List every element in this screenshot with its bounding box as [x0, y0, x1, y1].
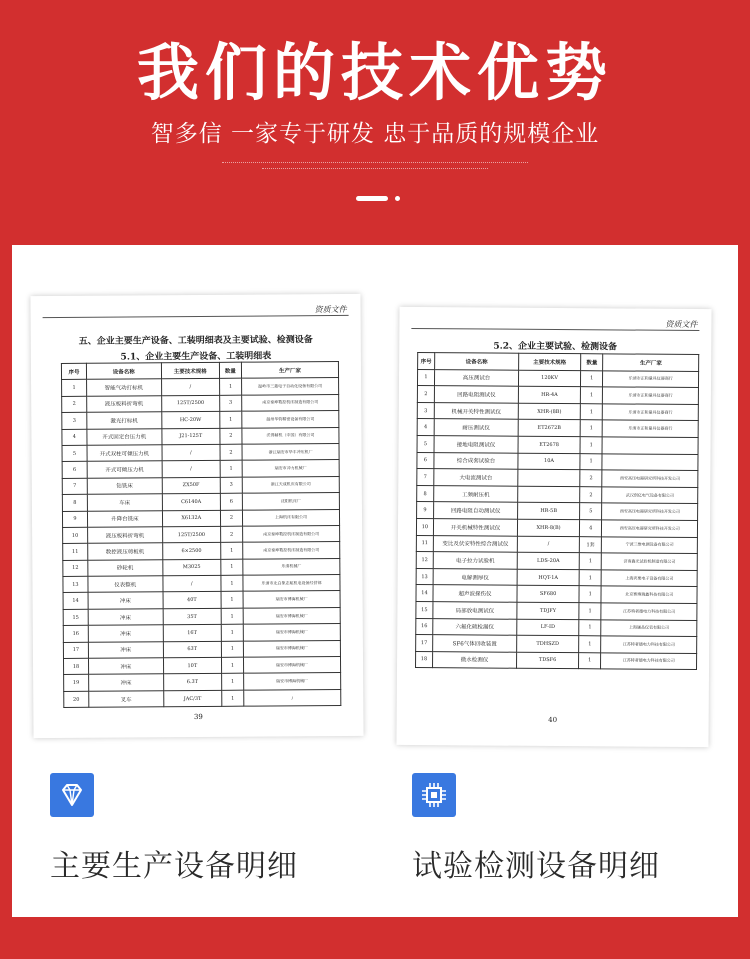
table-cell: J21-125T	[162, 428, 220, 445]
table-cell: 局部放电测试仪	[433, 602, 517, 619]
document-page-production	[30, 294, 363, 738]
column-header: 生产厂家	[241, 362, 338, 379]
table-cell	[518, 469, 580, 486]
table-cell: 大电流测试台	[434, 469, 518, 486]
table-cell: 120KV	[519, 370, 581, 387]
table-cell: 开式双柱可倾压力机	[87, 445, 162, 462]
table-cell: 8	[417, 485, 434, 502]
table-cell: 瑞安市博海机械厂	[243, 640, 340, 657]
table-cell: 63T	[163, 641, 221, 658]
feature-testing-equipment	[412, 773, 732, 893]
table-cell: 高压测试台	[434, 369, 518, 386]
chip-icon	[412, 773, 456, 817]
table-cell: 2	[580, 470, 603, 487]
table-cell: SF680	[517, 586, 579, 603]
table-row	[416, 552, 697, 571]
table-cell: 3	[220, 395, 242, 412]
document-page-testing	[396, 307, 711, 747]
table-cell: 济南鑫光试验机制造有限公司	[602, 553, 698, 570]
table-cell: 开关机械特性测试仪	[433, 519, 517, 536]
table-cell: 乐清市正和量具仪器商行	[603, 370, 699, 387]
column-header: 设备名称	[86, 363, 161, 380]
table-cell: HC-20W	[161, 412, 219, 429]
table-cell: 10	[416, 518, 433, 535]
table-cell: 西安高压电器研究所科技开发公司	[602, 470, 698, 487]
table-cell: 冲床	[88, 609, 163, 626]
table-cell: 1	[221, 592, 243, 609]
table-cell: 20	[64, 691, 89, 708]
table-cell: 1	[221, 674, 243, 691]
table-cell: 机械开关特性测试仪	[434, 402, 518, 419]
table-row	[64, 689, 341, 707]
column-header: 序号	[418, 353, 435, 370]
table-row	[417, 469, 698, 488]
table-cell: 6	[220, 493, 242, 510]
table-cell: 1	[221, 542, 243, 559]
table-cell: 工频耐压机	[434, 485, 518, 502]
table-cell: 15	[416, 601, 433, 618]
table-row	[417, 386, 698, 405]
table-row	[417, 485, 698, 504]
table-cell: 6×2500	[162, 543, 220, 560]
table-cell: 回路电阻自动测试仪	[433, 502, 517, 519]
column-header: 设备名称	[434, 353, 518, 370]
table-cell: 上海谦品仪表有限公司	[601, 619, 697, 636]
table-cell: 1	[222, 690, 244, 707]
table-cell: XHR-8(B)	[518, 519, 580, 536]
table-cell: /	[161, 379, 219, 396]
table-cell: 18	[63, 658, 88, 675]
table-cell: 6	[62, 462, 87, 479]
table-row	[63, 575, 340, 593]
table-row	[64, 673, 341, 691]
table-cell: 5	[62, 445, 87, 462]
table-cell: 乐清市正和量具仪器商行	[603, 420, 699, 437]
table-row	[416, 535, 697, 554]
table-row	[63, 640, 340, 658]
page-number: 39	[193, 712, 203, 722]
table-cell: 2	[220, 510, 242, 527]
table-cell: 1	[578, 652, 601, 669]
table-cell: 冲床	[88, 658, 163, 675]
table-cell: 叉车	[89, 691, 164, 708]
table-cell: 激光打标机	[87, 412, 162, 429]
table-cell: 开式可倾压力机	[87, 461, 162, 478]
table-cell: 浙江天成机床有限公司	[242, 476, 339, 493]
table-cell: 1	[580, 453, 603, 470]
column-header: 主要技术规格	[519, 353, 581, 370]
table-row	[62, 411, 339, 429]
table-cell: /	[163, 575, 221, 592]
table-cell: 4	[579, 520, 602, 537]
doc-title: 5.2、企业主要试验、检测设备	[493, 341, 618, 353]
table-cell: 六氟化硫检漏仪	[433, 618, 517, 635]
table-cell: 乐清机械厂	[243, 558, 340, 575]
table-cell: 125T/2500	[161, 395, 219, 412]
table-cell: 1	[580, 370, 603, 387]
table-row	[62, 509, 339, 527]
table-row	[63, 558, 340, 576]
table-row	[417, 436, 698, 455]
table-cell: /	[162, 444, 220, 461]
table-cell: 沃得精机（中国）有限公司	[242, 427, 339, 444]
pager-bar	[356, 196, 388, 201]
table-cell: 升降台铣床	[87, 510, 162, 527]
table-row	[62, 493, 339, 511]
table-cell: 接地电阻测试仪	[434, 436, 518, 453]
table-cell: 2	[220, 444, 242, 461]
table-cell: HR-4A	[519, 386, 581, 403]
doc-header-label: 资质文件	[314, 304, 347, 315]
pager-dot	[395, 196, 400, 201]
diamond-icon	[50, 773, 94, 817]
table-cell: 冲床	[89, 674, 164, 691]
table-cell: 4	[417, 419, 434, 436]
table-cell: 1	[221, 624, 243, 641]
table-cell: 仪表整机	[88, 576, 163, 593]
table-cell: 电解测厚仪	[433, 568, 517, 585]
table-cell: 瑞安市博海机械厂	[243, 624, 340, 641]
table-cell: 钻铣床	[87, 477, 162, 494]
table-cell: 13	[63, 576, 88, 593]
table-cell: 9	[417, 502, 434, 519]
table-cell: 上海宾栗电子设备有限公司	[602, 570, 698, 587]
table-cell: 数控液压剪板机	[88, 543, 163, 560]
table-cell: 1	[580, 403, 603, 420]
table-cell: 冲床	[88, 641, 163, 658]
table-row	[417, 369, 698, 388]
table-cell: 15	[63, 609, 88, 626]
table-cell: 1套	[579, 536, 602, 553]
table-cell: 2	[417, 386, 434, 403]
table-cell: 10T	[163, 657, 221, 674]
table-cell: 35T	[163, 608, 221, 625]
table-cell: 1	[62, 380, 87, 397]
table-row	[417, 402, 698, 421]
table-cell: 1	[580, 387, 603, 404]
table-cell: 开式固定台压力机	[87, 428, 162, 445]
table-cell: 1	[221, 608, 243, 625]
table-row	[62, 378, 339, 396]
table-row	[63, 525, 340, 543]
table-row	[417, 419, 698, 438]
page-number: 40	[548, 715, 558, 725]
table-cell: 综合成套试验台	[434, 452, 518, 469]
table-cell: 6	[417, 452, 434, 469]
table-cell: 1	[220, 411, 242, 428]
table-cell: 10A	[518, 453, 580, 470]
table-cell: JAC/3T	[163, 690, 221, 707]
table-cell: 16	[63, 626, 88, 643]
table-cell: 瑞安市博海机械厂	[244, 657, 341, 674]
table-row	[63, 624, 340, 642]
table-cell: 9	[62, 511, 87, 528]
table-cell: 智能气动打标机	[86, 379, 161, 396]
table-row	[416, 651, 697, 670]
table-row	[63, 607, 340, 625]
table-cell: 江苏特者德电力科技有限公司	[601, 653, 697, 670]
content-panel	[12, 245, 738, 917]
table-cell: 1	[579, 603, 602, 620]
table-cell: 10	[63, 527, 88, 544]
table-cell: 砂轮机	[88, 559, 163, 576]
table-cell: 1	[220, 461, 242, 478]
table-cell: 2	[220, 428, 242, 445]
doc-title: 五、企业主要生产设备、工装明细表及主要试验、检测设备	[78, 335, 313, 347]
table-cell: 变比及伏安特性综合测试仪	[433, 535, 517, 552]
table-cell: 3	[62, 412, 87, 429]
table-cell: 14	[416, 585, 433, 602]
feature-label: 试验检测设备明细	[412, 849, 660, 884]
dotted-divider	[262, 168, 488, 169]
table-cell: 回路电阻测试仪	[434, 386, 518, 403]
header-banner	[0, 0, 750, 245]
table-cell: 车床	[87, 494, 162, 511]
table-cell	[602, 437, 698, 454]
table-cell: 11	[63, 544, 88, 561]
table-cell: 西安高压电器研究所科技开发公司	[602, 503, 698, 520]
table-cell: 温岭市三菱电子自动化设备有限公司	[242, 378, 339, 395]
table-cell: 2	[580, 486, 603, 503]
table-cell: 7	[417, 469, 434, 486]
table-cell: LDS-20A	[517, 552, 579, 569]
table-cell: 16	[416, 618, 433, 635]
table-cell	[602, 453, 698, 470]
table-cell: 瑞安市博海机械厂	[243, 607, 340, 624]
table-cell: 1	[579, 586, 602, 603]
doc-subtitle: 5.1、企业主要生产设备、工装明细表	[120, 351, 272, 363]
table-cell: 1	[579, 553, 602, 570]
table-cell: 浙江瑞安市华丰冲压机厂	[242, 443, 339, 460]
feature-label: 主要生产设备明细	[50, 849, 298, 884]
table-cell: C6140A	[162, 493, 220, 510]
column-header: 序号	[61, 363, 86, 380]
table-cell: 耐压测试仪	[434, 419, 518, 436]
testing-equipment-table	[415, 352, 699, 670]
table-row	[62, 460, 339, 478]
table-cell: 乐清市正和量具仪器商行	[603, 387, 699, 404]
table-cell: /	[244, 689, 341, 706]
table-cell: 18	[416, 651, 433, 668]
table-cell: 北京赛博瑞鑫科技有限公司	[601, 586, 697, 603]
table-cell: 武汉创亿电气设备有限公司	[602, 487, 698, 504]
table-cell: 7	[62, 478, 87, 495]
table-cell: 40T	[163, 592, 221, 609]
table-row	[416, 618, 697, 637]
table-cell: 14	[63, 593, 88, 610]
table-cell: 2	[220, 526, 242, 543]
table-cell: 宁波三维电测设备有限公司	[602, 536, 698, 553]
table-cell: 2	[62, 396, 87, 413]
table-row	[62, 427, 339, 445]
column-header: 生产厂家	[603, 354, 699, 371]
table-cell: 1	[219, 379, 241, 396]
table-cell: 4	[62, 429, 87, 446]
table-header-row	[418, 353, 699, 372]
table-row	[63, 657, 340, 675]
table-cell: HR-5B	[518, 503, 580, 520]
table-cell: 瑞安市博海机械厂	[243, 591, 340, 608]
table-row	[62, 443, 339, 461]
table-cell: 125T/2500	[162, 526, 220, 543]
table-cell: X6132A	[162, 510, 220, 527]
doc-header-rule	[411, 328, 699, 331]
table-cell: ET2678	[518, 436, 580, 453]
table-cell: 6.3T	[163, 674, 221, 691]
table-cell	[518, 486, 580, 503]
table-cell: 江苏特者德电力科技有限公司	[601, 636, 697, 653]
table-cell: 南京泰坤数控机床制造有限公司	[243, 542, 340, 559]
table-row	[416, 601, 697, 620]
table-cell: 17	[63, 642, 88, 659]
table-row	[62, 394, 339, 412]
table-cell: 1	[221, 575, 243, 592]
table-cell: 3	[220, 477, 242, 494]
table-cell: 西安高压电器研究所科技开发公司	[602, 520, 698, 537]
table-cell: 8	[62, 494, 87, 511]
table-cell: 乐清市正和量具仪器商行	[603, 404, 699, 421]
table-cell: ZX50F	[162, 477, 220, 494]
table-cell: 江苏特者德电力科技有限公司	[601, 603, 697, 620]
table-cell: 电子拉力试验机	[433, 552, 517, 569]
table-cell: TDHSZD	[517, 635, 579, 652]
table-cell: 12	[63, 560, 88, 577]
table-cell: SF6气体回收装置	[432, 635, 516, 652]
column-header: 数量	[581, 354, 604, 371]
table-cell: 温州华钧精密设备有限公司	[242, 411, 339, 428]
dotted-divider	[222, 162, 528, 163]
table-cell: 5	[580, 503, 603, 520]
table-cell: LF-ID	[517, 619, 579, 636]
subtitle: 智多信 一家专于研发 忠于品质的规模企业	[150, 121, 600, 147]
table-cell: 3	[417, 402, 434, 419]
table-cell: 1	[221, 641, 243, 658]
table-cell: 17	[416, 635, 433, 652]
table-cell: 瑞安市博海机械厂	[244, 673, 341, 690]
table-cell: /	[517, 536, 579, 553]
main-title: 我们的技术优势	[136, 36, 613, 109]
table-cell: 南京泰坤数控机床制造有限公司	[242, 394, 339, 411]
table-cell: 液压板料折弯机	[87, 527, 162, 544]
table-cell: TDJFY	[517, 602, 579, 619]
table-cell: 1	[579, 569, 602, 586]
table-cell: 13	[416, 568, 433, 585]
table-row	[416, 568, 697, 587]
table-cell: XHR-(8B)	[518, 403, 580, 420]
doc-header-label: 资质文件	[665, 319, 698, 329]
table-cell: M3025	[163, 559, 221, 576]
table-cell: 19	[64, 675, 89, 692]
table-cell: 冲床	[88, 625, 163, 642]
table-row	[63, 591, 340, 609]
table-cell: 1	[579, 636, 602, 653]
table-cell: 1	[580, 437, 603, 454]
doc-header-rule	[43, 315, 349, 318]
table-cell: HQT-1A	[517, 569, 579, 586]
table-cell: 液压板料折弯机	[87, 396, 162, 413]
table-row	[416, 635, 697, 654]
table-cell: 沈阳机床厂	[242, 493, 339, 510]
table-cell: 12	[416, 552, 433, 569]
table-cell: 1	[417, 369, 434, 386]
table-cell: 1	[580, 420, 603, 437]
table-cell: 1	[221, 657, 243, 674]
table-cell: ET2672B	[518, 420, 580, 437]
table-cell: 超声波探伤仪	[433, 585, 517, 602]
table-cell: 乐清市北白象志航机电设备经营部	[243, 575, 340, 592]
table-row	[62, 476, 339, 494]
table-cell: 16T	[163, 625, 221, 642]
table-cell: /	[162, 461, 220, 478]
table-cell: 1	[221, 559, 243, 576]
table-row	[416, 585, 697, 604]
table-header-row	[61, 362, 338, 380]
table-cell: 5	[417, 436, 434, 453]
production-equipment-table	[61, 361, 341, 708]
table-cell: TDSF6	[517, 652, 579, 669]
table-cell: 南京泰坤数控机床制造有限公司	[243, 525, 340, 542]
table-cell: 瑞安市冲力机械厂	[242, 460, 339, 477]
table-row	[417, 452, 698, 471]
table-cell: 上海机床有限公司	[242, 509, 339, 526]
table-cell: 11	[416, 535, 433, 552]
table-row	[416, 518, 697, 537]
feature-production-equipment	[50, 773, 370, 893]
table-row	[63, 542, 340, 560]
table-row	[417, 502, 698, 521]
table-cell: 微水检测仪	[432, 651, 516, 668]
column-header: 数量	[219, 362, 241, 379]
column-header: 主要技术规格	[161, 362, 219, 379]
table-cell: 冲床	[88, 592, 163, 609]
table-cell: 1	[579, 619, 602, 636]
